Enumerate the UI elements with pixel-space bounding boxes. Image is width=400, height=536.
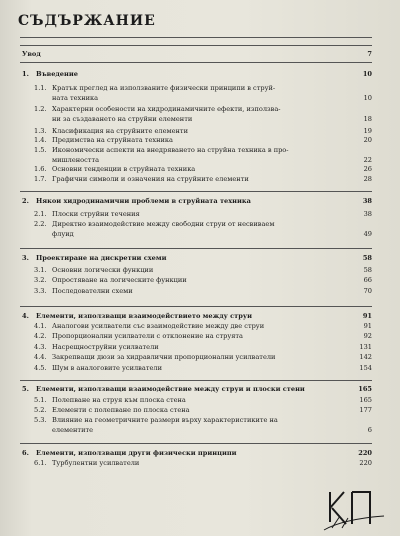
toc-entry-number: 3.3. bbox=[34, 287, 47, 295]
toc-page-number: 26 bbox=[363, 165, 372, 173]
toc-entry-number: 6.1. bbox=[34, 459, 47, 467]
stamp-mark bbox=[324, 492, 384, 530]
toc-page-number: 38 bbox=[363, 210, 372, 218]
toc-entry-title: Кратък преглед на използваните физически принципи в струй- bbox=[52, 84, 276, 92]
toc-entry-number: 5. bbox=[22, 385, 29, 393]
page-title: СЪДЪРЖАНИЕ bbox=[18, 13, 156, 29]
toc-entry-title: Влияние на геометричните размери върху характеристиките на bbox=[52, 416, 278, 424]
toc-entry-title: ни за създаването на струйни елементи bbox=[52, 115, 193, 123]
section-rule bbox=[20, 248, 372, 249]
toc-entry-number: 4. bbox=[22, 312, 29, 320]
toc-entry-number: 5.2. bbox=[34, 406, 47, 414]
toc-entry-number: 2.1. bbox=[34, 210, 47, 218]
toc-entry-title: Характерни особености на хидродинамичните ефекти, използва- bbox=[52, 105, 281, 113]
toc-page-number: 6 bbox=[367, 426, 372, 434]
toc-entry-number: 2. bbox=[22, 197, 29, 205]
toc-page-number: 28 bbox=[363, 175, 372, 183]
toc-page-number: 22 bbox=[363, 156, 372, 164]
toc-entry-title: Предимства на струйната техника bbox=[52, 136, 173, 144]
toc-entry-number: 1.5. bbox=[34, 146, 47, 154]
toc-entry-number: 3. bbox=[22, 254, 29, 262]
toc-page-number: 220 bbox=[359, 459, 372, 467]
toc-entry-number: 3.1. bbox=[34, 266, 47, 274]
toc-entry-number: 1.2. bbox=[34, 105, 47, 113]
toc-page-number: 131 bbox=[359, 343, 372, 351]
toc-entry-title: Основни логически функции bbox=[52, 266, 154, 274]
toc-entry-title: Основни тенденции в струйната техника bbox=[52, 165, 196, 173]
toc-page-number: 70 bbox=[363, 287, 372, 295]
toc-page-number: 154 bbox=[359, 364, 372, 372]
section-rule bbox=[20, 45, 372, 46]
toc-entry-number: 4.3. bbox=[34, 343, 47, 351]
title-rule bbox=[20, 37, 372, 38]
toc-entry-title: елементите bbox=[52, 426, 94, 434]
toc-page-number: 38 bbox=[362, 197, 372, 205]
toc-entry-number: 1.4. bbox=[34, 136, 47, 144]
toc-entry-title: флуид bbox=[52, 230, 74, 238]
toc-entry-title: Елементи, използващи други физически принципи bbox=[36, 449, 237, 457]
toc-page-number: 49 bbox=[363, 230, 372, 238]
toc-page-number: 10 bbox=[362, 70, 372, 78]
toc-entry-number: 5.1. bbox=[34, 396, 47, 404]
toc-entry-title: Графични символи и означения на струйните елементи bbox=[52, 175, 249, 183]
toc-page-number: 177 bbox=[359, 406, 372, 414]
toc-entry-title: Елементи с полепване по плоска стена bbox=[52, 406, 190, 414]
toc-entry-title: Някои хидродинамични проблеми в струйната техника bbox=[36, 197, 251, 205]
toc-entry-number: 5.3. bbox=[34, 416, 47, 424]
toc-entry-title: мишлеността bbox=[52, 156, 100, 164]
toc-entry-title: Насрещноструйни усилватели bbox=[52, 343, 159, 351]
toc-entry-number: 4.1. bbox=[34, 322, 47, 330]
toc-entry-title: Класификация на струйните елементи bbox=[52, 127, 188, 135]
toc-page-number: 220 bbox=[358, 449, 372, 457]
toc-entry-title: Полепване на струя към плоска стена bbox=[52, 396, 186, 404]
toc-entry-number: 4.4. bbox=[34, 353, 47, 361]
toc-entry-title: Въведение bbox=[36, 70, 78, 78]
toc-entry-title: ната техника bbox=[52, 94, 99, 102]
toc-entry-number: 1.7. bbox=[34, 175, 47, 183]
toc-entry-title: Пропорционални усилватели с отклонение на струята bbox=[52, 332, 243, 340]
section-rule bbox=[20, 380, 372, 381]
toc-entry-number: 1. bbox=[22, 70, 29, 78]
toc-entry-number: 1.6. bbox=[34, 165, 47, 173]
toc-entry-number: 2.2. bbox=[34, 220, 47, 228]
toc-entry-title: Турбулентни усилватели bbox=[52, 459, 140, 467]
toc-entry-title: Аналогови усилватели със взаимодействие между две струи bbox=[52, 322, 265, 330]
toc-entry-title: Закрепващи дюзи за хидравлични пропорционални усилватели bbox=[52, 353, 276, 361]
toc-page-number: 142 bbox=[359, 353, 372, 361]
toc-entry-title: Елементи, използващи взаимодействие между струи и плоски стени bbox=[36, 385, 305, 393]
toc-page-number: 92 bbox=[363, 332, 372, 340]
toc-entry-number: 3.2. bbox=[34, 276, 47, 284]
toc-entry-title: Плоски струйни течения bbox=[52, 210, 140, 218]
stamp-logo bbox=[318, 478, 392, 534]
toc-page-number: 20 bbox=[363, 136, 372, 144]
toc-page-number: 18 bbox=[363, 115, 372, 123]
toc-entry-title: Последователни схеми bbox=[52, 287, 133, 295]
toc-page-number: 7 bbox=[367, 50, 372, 58]
toc-page-number: 91 bbox=[363, 322, 372, 330]
toc-page-number: 10 bbox=[363, 94, 372, 102]
toc-page-number: 58 bbox=[362, 254, 372, 262]
toc-page-number: 91 bbox=[362, 312, 372, 320]
toc-entry-number: 4.2. bbox=[34, 332, 47, 340]
toc-entry-title: Директно взаимодействие между свободни струи от несвиваем bbox=[52, 220, 275, 228]
toc-entry-title: Шум в аналоговите усилватели bbox=[52, 364, 162, 372]
toc-page-number: 165 bbox=[358, 385, 372, 393]
section-rule bbox=[20, 306, 372, 307]
toc-entry-number: 1.1. bbox=[34, 84, 47, 92]
toc-entry-number: 6. bbox=[22, 449, 29, 457]
toc-entry-title: Опростяване на логическите функции bbox=[52, 276, 187, 284]
toc-entry-number: 1.3. bbox=[34, 127, 47, 135]
section-rule bbox=[20, 62, 372, 63]
toc-entry-number: 4.5. bbox=[34, 364, 47, 372]
toc-page-number: 66 bbox=[363, 276, 372, 284]
toc-page-number: 19 bbox=[363, 127, 372, 135]
toc-entry-title: Елементи, използващи взаимодействието между струи bbox=[36, 312, 252, 320]
toc-page-number: 58 bbox=[363, 266, 372, 274]
toc-page-number: 165 bbox=[359, 396, 372, 404]
toc-entry-title: Увод bbox=[22, 50, 41, 58]
toc-entry-title: Икономически аспекти на внедряването на струйна техника в про- bbox=[52, 146, 289, 154]
toc-entry-title: Проектиране на дискретни схеми bbox=[36, 254, 167, 262]
section-rule bbox=[20, 443, 372, 444]
section-rule bbox=[20, 191, 372, 192]
